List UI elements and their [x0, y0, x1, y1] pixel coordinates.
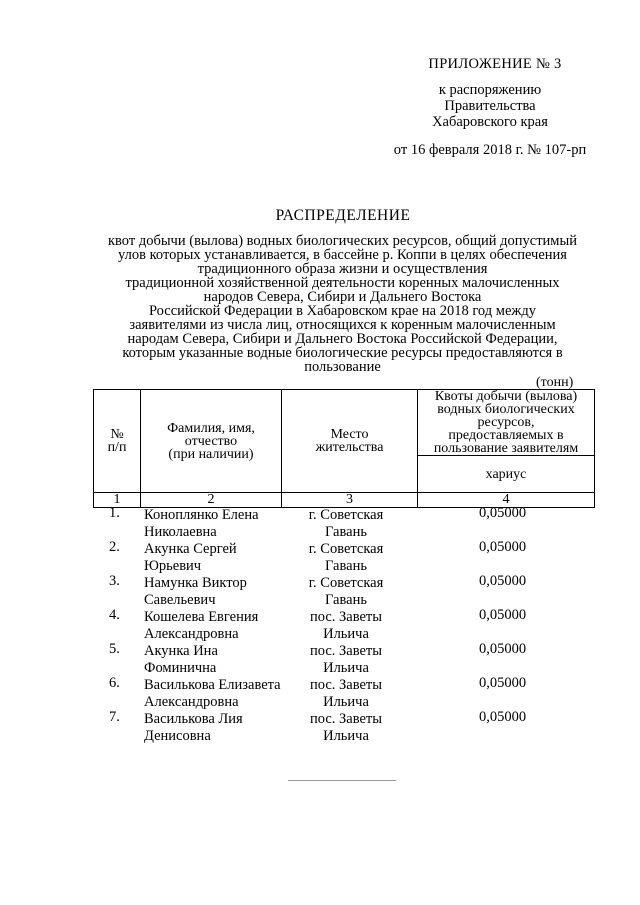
name-line: Намунка Виктор	[144, 575, 247, 591]
subtitle-line: заявителями из числа лиц, относящихся к коренным малочисленным	[129, 317, 556, 333]
name-line: Акунка Сергей	[144, 541, 237, 557]
header-quota-line: Квоты добычи (вылова)	[434, 389, 578, 404]
subtitle-line: пользование	[304, 359, 381, 375]
table-row	[93, 641, 593, 675]
table-row	[93, 607, 593, 641]
header-name	[141, 390, 282, 493]
subtitle-line: традиционного образа жизни и осуществления	[197, 261, 488, 277]
row-number: 3.	[109, 573, 120, 589]
applicant-residence	[296, 541, 396, 575]
residence-line: пос. Заветы	[309, 677, 383, 693]
name-line: Александровна	[144, 626, 239, 642]
header-quota-line: ресурсов,	[477, 415, 535, 430]
subtitle-line: народов Севера, Сибири и Дальнего Востока	[203, 289, 482, 305]
applicant-residence	[296, 677, 396, 711]
applicant-residence	[296, 507, 396, 541]
applicant-residence	[296, 711, 396, 745]
name-line: Коноплянко Елена	[144, 507, 259, 523]
quota-value: 0,05000	[479, 505, 527, 521]
quota-value: 0,05000	[479, 709, 527, 725]
residence-line: Гавань	[325, 558, 367, 574]
residence-line: г. Советская	[308, 575, 384, 591]
table-row	[93, 573, 593, 607]
quota-value: 0,05000	[479, 539, 527, 555]
residence-line: пос. Заветы	[309, 643, 383, 659]
residence-line: г. Советская	[308, 541, 384, 557]
residence-line: Гавань	[325, 524, 367, 540]
row-number: 5.	[109, 641, 120, 657]
name-line: Юрьевич	[144, 558, 202, 574]
applicant-name	[144, 643, 294, 677]
subtitle-line: квот добычи (вылова) водных биологических ресурсов, общий допустимый	[108, 233, 577, 249]
row-number: 4.	[109, 607, 120, 623]
appendix-line-2: Правительства	[444, 98, 536, 114]
row-number: 7.	[109, 709, 120, 725]
quota-value: 0,05000	[479, 607, 527, 623]
header-species: хариус	[418, 456, 595, 493]
applicant-name	[144, 609, 294, 643]
name-line: Василькова Елизавета	[144, 677, 281, 693]
name-line: Кошелева Евгения	[144, 609, 259, 625]
residence-line: Гавань	[325, 592, 367, 608]
subtitle-line: народам Севера, Сибири и Дальнего Востока Российской Федерации,	[127, 331, 558, 347]
residence-line: Ильича	[323, 694, 369, 710]
header-number	[94, 390, 141, 493]
name-line: Александровна	[144, 694, 239, 710]
applicant-name	[144, 711, 294, 745]
residence-line: Ильича	[323, 660, 369, 676]
header-quota-line: водных биологических	[437, 402, 575, 417]
name-line: Акунка Ина	[144, 643, 218, 659]
appendix-line-1: к распоряжению	[438, 82, 542, 98]
subtitle-line: традиционной хозяйственной деятельности коренных малочисленных	[125, 275, 560, 291]
table-row	[93, 505, 593, 539]
header-quota-line: пользование заявителям	[433, 441, 579, 456]
table-row	[93, 539, 593, 573]
header-residence	[282, 390, 418, 493]
header-name-line: Фамилия, имя,	[167, 420, 255, 436]
applicant-name	[144, 677, 294, 711]
header-name-line: (при наличии)	[168, 446, 254, 462]
column-number: 4	[418, 493, 595, 508]
quota-value: 0,05000	[479, 675, 527, 691]
name-line: Василькова Лия	[144, 711, 243, 727]
row-number: 1.	[109, 505, 120, 521]
header-residence-line: Место	[330, 427, 369, 442]
header-quota-line: предоставляемых в	[448, 428, 564, 443]
residence-line: Ильича	[323, 728, 369, 744]
quota-value: 0,05000	[479, 573, 527, 589]
header-number-line: п/п	[107, 440, 127, 455]
header-quota	[418, 390, 595, 456]
document-title: РАСПРЕДЕЛЕНИЕ	[275, 207, 411, 224]
applicant-residence	[296, 609, 396, 643]
applicant-residence	[296, 575, 396, 609]
appendix-date: от 16 февраля 2018 г. № 107-рп	[393, 142, 587, 158]
bottom-divider	[288, 780, 396, 781]
applicant-residence	[296, 643, 396, 677]
unit-label: (тонн)	[536, 375, 574, 390]
column-number: 2	[141, 493, 282, 508]
subtitle-line: Российской Федерации в Хабаровском крае на 2018 год между	[148, 303, 537, 319]
header-name-line: отчество	[184, 433, 238, 449]
residence-line: Ильича	[323, 626, 369, 642]
row-number: 2.	[109, 539, 120, 555]
quota-table	[93, 389, 595, 508]
name-line: Савельевич	[144, 592, 216, 608]
row-number: 6.	[109, 675, 120, 691]
residence-line: г. Советская	[308, 507, 384, 523]
appendix-line-3: Хабаровского края	[432, 114, 548, 130]
header-number-line: №	[110, 427, 124, 442]
name-line: Денисовна	[144, 728, 211, 744]
residence-line: пос. Заветы	[309, 711, 383, 727]
table-row	[93, 675, 593, 709]
quota-value: 0,05000	[479, 641, 527, 657]
applicant-name	[144, 575, 294, 609]
subtitle-line: улов которых устанавливается, в бассейне р. Коппи в целях обеспечения	[118, 247, 567, 263]
header-residence-line: жительства	[315, 440, 384, 455]
column-number: 3	[282, 493, 418, 508]
subtitle-line: которым указанные водные биологические ресурсы предоставляются в	[122, 345, 563, 361]
applicant-name	[144, 507, 294, 541]
table-row	[93, 709, 593, 743]
applicant-name	[144, 541, 294, 575]
applicant-list	[93, 505, 593, 743]
document-subtitle	[90, 234, 595, 374]
column-number: 1	[94, 493, 141, 508]
residence-line: пос. Заветы	[309, 609, 383, 625]
appendix-block	[380, 56, 600, 158]
name-line: Николаевна	[144, 524, 217, 540]
appendix-title: ПРИЛОЖЕНИЕ № 3	[428, 56, 562, 72]
table-header-row	[94, 390, 595, 456]
name-line: Фоминична	[144, 660, 217, 676]
